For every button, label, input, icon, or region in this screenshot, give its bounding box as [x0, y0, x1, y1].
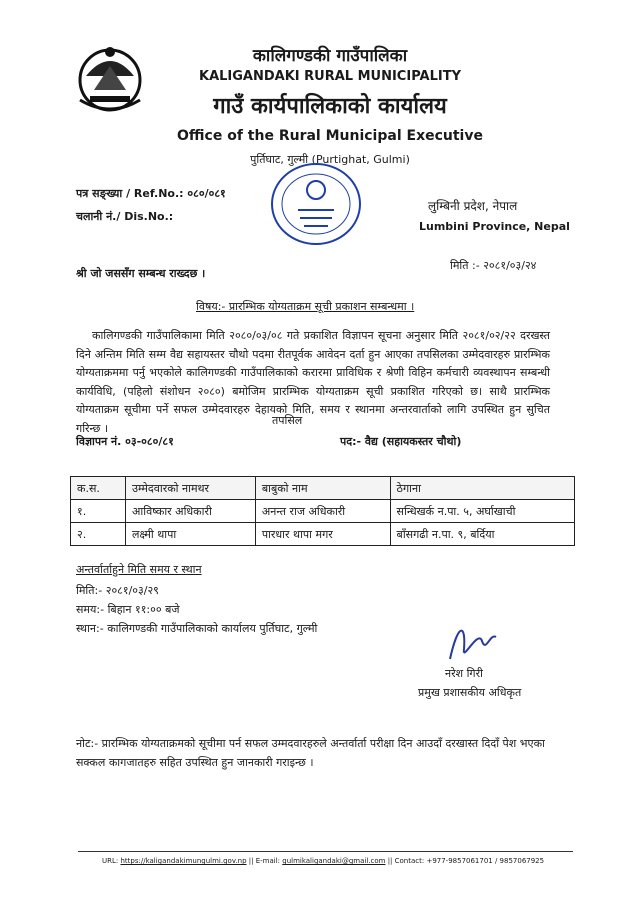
office-name-np: गाउँ कार्यपालिकाको कार्यालय	[213, 94, 447, 119]
row-sn: १.	[71, 500, 126, 523]
row-father-name: पारधार थापा मगर	[255, 523, 390, 546]
table-row	[71, 523, 575, 546]
ref-label: पत्र सङ्ख्या / Ref.No.:	[76, 187, 184, 200]
table-header-row	[71, 477, 575, 500]
letter-greeting: श्री जो जससँग सम्बन्ध राख्दछ ।	[76, 267, 206, 280]
footer-url-label: URL:	[102, 857, 119, 865]
footer-email-label: E-mail:	[255, 857, 281, 865]
municipality-name-np: कालिगण्डकी गाउँपालिका	[252, 46, 408, 66]
letter-body: कालिगण्डकी गाउँपालिकामा मिति २०८०/०३/०८ गते प्रकाशित विज्ञापन सूचना अनुसार मिति २०८१/०२/२२ दरखस्त दिने अन्तिम मिति सम्म वैद्य सहायस्तर चौथो पदमा रीतपूर्वक आवेदन दर्ता हुन आएका तपसिलका उम्मेदवारहरु प्रारम्भिक योग्यताक्रममा पर्नु भएकोले कालिगण्डकी गाउँपालिकाको करारमा प्राविधिक र श्रेणी विहिन कर्मचारी व्यवस्थापन सम्बन्धी कार्यविधि, (पहिलो संशोधन २०८०) बमोजिम प्रारम्भिक योग्यताक्रम सूची प्रकाशित गरिएको छ। साथै प्रारम्भिक योग्यताक्रम सूचीमा पर्ने सफल उम्मेदवारहरु देहायको मिति, समय र स्थानमा अन्तरवार्ताको लागि उपस्थित हुन सुचित गरिन्छ ।	[76, 329, 550, 435]
footer-email-link[interactable]: gulmikaligandaki@gmail.com	[282, 857, 386, 865]
row-sn: २.	[71, 523, 126, 546]
col-address: ठेगाना	[390, 477, 574, 500]
interview-heading: अन्तर्वार्ताहुने मिति समय र स्थान	[76, 563, 202, 576]
row-father-name: अनन्त राज अधिकारी	[255, 500, 390, 523]
note-text: नोट:- प्रारम्भिक योग्यताक्रमको सूचीमा पर्न सफल उम्मदवारहरुले अन्तर्वार्ता परीक्षा दिन आउदाँ दरखास्त दिदाँ पेश भएका सक्कल कागजातहरु सहित उपस्थित हुन जानकारी गराइन्छ ।	[76, 737, 545, 769]
advertisement-number: विज्ञापन नं. ०३-०८०/८१	[76, 435, 174, 448]
letter-subject: विषय:- प्रारम्भिक योग्यताक्रम सूची प्रकाशन सम्बन्धमा ।	[196, 300, 415, 313]
post-name: पद:- वैद्य (सहायकस्तर चौथो)	[340, 435, 462, 448]
row-address: सन्धिखर्क न.पा. ५, अर्घाखाची	[390, 500, 574, 523]
row-address: बाँसगढी न.पा. ९, बर्दिया	[390, 523, 574, 546]
footer-separator: ||	[246, 857, 256, 865]
details-heading: तपसिल	[272, 414, 303, 427]
ref-number	[76, 186, 226, 201]
ref-value: ०८०/०८१	[187, 187, 226, 200]
col-candidate-name: उम्मेदवारको नामथर	[126, 477, 256, 500]
interview-place: स्थान:- कालिगण्डकी गाउँपालिकाको कार्यालय पुर्तिघाट, गुल्मी	[76, 622, 318, 635]
candidate-table	[70, 476, 575, 546]
nepal-emblem-logo	[72, 40, 148, 116]
province-en: Lumbini Province, Nepal	[419, 220, 570, 233]
interview-time: समय:- बिहान ११:०० बजे	[76, 603, 180, 616]
dispatch-number: चलानी नं./ Dis.No.:	[76, 210, 174, 223]
office-name-en: Office of the Rural Municipal Executive	[177, 128, 483, 144]
footer	[102, 857, 544, 865]
municipality-name-en: KALIGANDAKI RURAL MUNICIPALITY	[199, 69, 461, 84]
signatory-name: नरेश गिरी	[445, 667, 483, 680]
footer-separator: ||	[385, 857, 395, 865]
row-candidate-name: लक्ष्मी थापा	[126, 523, 256, 546]
signatory-title: प्रमुख प्रशासकीय अधिकृत	[418, 686, 522, 699]
footer-contact: Contact: +977-9857061701 / 9857067925	[394, 857, 545, 865]
province-np: लुम्बिनी प्रदेश, नेपाल	[428, 199, 518, 213]
table-row	[71, 500, 575, 523]
footer-url-link[interactable]: https://kaligandakimungulmi.gov.np	[120, 857, 247, 865]
office-location: पुर्तिघाट, गुल्मी (Purtighat, Gulmi)	[250, 153, 410, 166]
interview-date: मिति:- २०८१/०३/२९	[76, 584, 159, 597]
row-candidate-name: आविष्कार अधिकारी	[126, 500, 256, 523]
signature-scribble	[444, 619, 500, 667]
col-father-name: बाबुको नाम	[255, 477, 390, 500]
office-stamp	[268, 160, 364, 248]
footer-divider	[78, 851, 573, 852]
col-sn: क.स.	[71, 477, 126, 500]
letter-date: मिति :- २०८१/०३/२४	[450, 259, 537, 272]
